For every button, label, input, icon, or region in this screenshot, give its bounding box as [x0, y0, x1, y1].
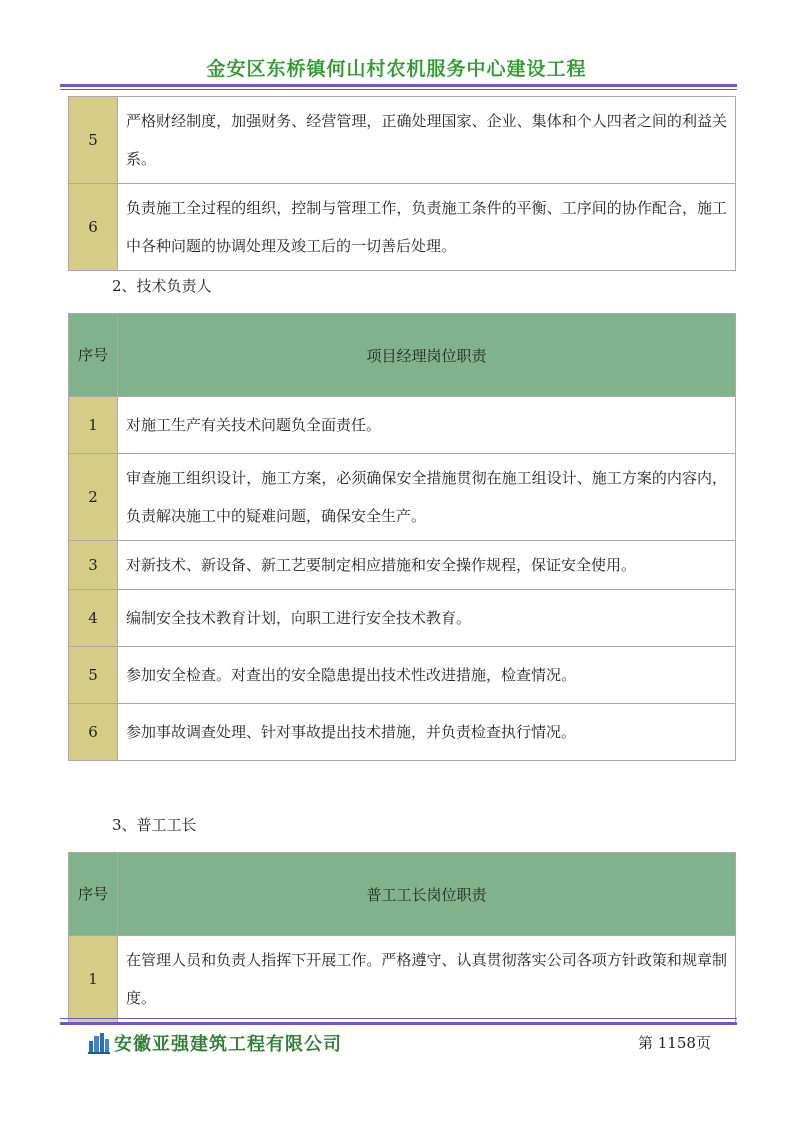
footer-company — [88, 1030, 342, 1056]
row-number: 4 — [69, 590, 118, 647]
section-heading-foreman: 3、普工工长 — [112, 816, 197, 834]
company-name: 安徽亚强建筑工程有限公司 — [114, 1034, 342, 1055]
row-text: 对施工生产有关技术问题负全面责任。 — [118, 397, 736, 454]
row-text: 对新技术、新设备、新工艺要制定相应措施和安全操作规程，保证安全使用。 — [118, 541, 736, 590]
table-row — [69, 541, 736, 590]
section-heading-tech-lead: 2、技术负责人 — [112, 277, 212, 295]
table-header-row — [69, 314, 736, 397]
table-row — [69, 704, 736, 761]
document-header-title: 金安区东桥镇何山村农机服务中心建设工程 — [206, 58, 587, 80]
table-header-row — [69, 853, 736, 936]
table-row — [69, 590, 736, 647]
row-number: 6 — [69, 184, 118, 271]
row-number: 5 — [69, 97, 118, 184]
row-text: 参加安全检查。对查出的安全隐患提出技术性改进措施，检查情况。 — [118, 647, 736, 704]
table-row — [69, 936, 736, 1023]
row-number: 2 — [69, 454, 118, 541]
footer-rule-thick — [60, 1022, 737, 1025]
header-rule-thick — [60, 84, 737, 87]
footer-rule-thin — [60, 1018, 737, 1019]
table-row — [69, 184, 736, 271]
row-text: 审查施工组织设计，施工方案，必须确保安全措施贯彻在施工组设计、施工方案的内容内，负责解决施工中的疑难问题，确保安全生产。 — [118, 454, 736, 541]
row-number: 1 — [69, 397, 118, 454]
row-number: 5 — [69, 647, 118, 704]
row-text: 负责施工全过程的组织，控制与管理工作，负责施工条件的平衡、工序间的协作配合，施工中各种问题的协调处理及竣工后的一切善后处理。 — [118, 184, 736, 271]
duty-table-continued — [68, 96, 736, 271]
row-text: 编制安全技术教育计划，向职工进行安全技术教育。 — [118, 590, 736, 647]
row-text: 在管理人员和负责人指挥下开展工作。严格遵守、认真贯彻落实公司各项方针政策和规章制度。 — [118, 936, 736, 1023]
page-number: 第 1158页 — [638, 1034, 711, 1052]
header-title: 普工工长岗位职责 — [118, 853, 736, 936]
table-row — [69, 397, 736, 454]
company-building-icon — [88, 1032, 110, 1054]
header-title: 项目经理岗位职责 — [118, 314, 736, 397]
row-number: 1 — [69, 936, 118, 1023]
table-row — [69, 97, 736, 184]
header-seq: 序号 — [69, 853, 118, 936]
table-row — [69, 454, 736, 541]
duty-table-tech-lead — [68, 313, 736, 761]
header-rule-thin — [60, 89, 737, 90]
table-row — [69, 647, 736, 704]
row-number: 6 — [69, 704, 118, 761]
duty-table-foreman — [68, 852, 736, 1023]
row-text: 参加事故调查处理、针对事故提出技术措施，并负责检查执行情况。 — [118, 704, 736, 761]
row-number: 3 — [69, 541, 118, 590]
header-seq: 序号 — [69, 314, 118, 397]
row-text: 严格财经制度，加强财务、经营管理，正确处理国家、企业、集体和个人四者之间的利益关系。 — [118, 97, 736, 184]
